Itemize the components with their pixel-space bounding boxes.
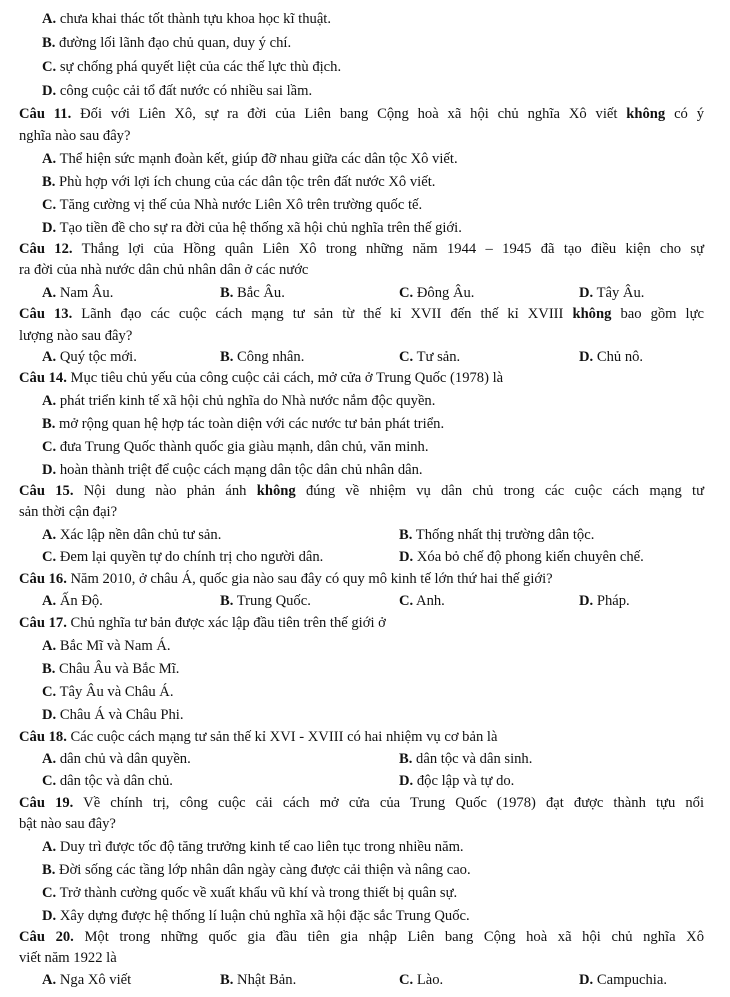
prev-option-c: C. sự chống phá quyết liệt của các thế lực thù địch. bbox=[42, 59, 342, 75]
question-12-stem-line2: ra đời của nhà nước dân chủ nhân dân ở các nước bbox=[19, 262, 309, 278]
question-20-option-a: A. Nga Xô viết bbox=[42, 972, 132, 988]
question-18-option-a: A. dân chủ và dân quyền. bbox=[42, 751, 191, 767]
question-15-option-b: B. Thống nhất thị trường dân tộc. bbox=[399, 527, 595, 543]
question-20-option-d: D. Campuchia. bbox=[579, 972, 667, 988]
question-15-options-row2 bbox=[42, 546, 704, 568]
question-11-stem: Câu 11. Đối với Liên Xô, sự ra đời của Liên bang Cộng hoà xã hội chủ nghĩa Xô viết không có ý bbox=[19, 106, 704, 122]
question-18-options-row1 bbox=[42, 748, 704, 770]
question-20-option-b: B. Nhật Bản. bbox=[220, 972, 297, 988]
question-15-stem-line2: sản thời cận đại? bbox=[19, 504, 118, 520]
question-17-option-a: A. Bắc Mĩ và Nam Á. bbox=[42, 638, 171, 654]
question-17-option-c: C. Tây Âu và Châu Á. bbox=[42, 684, 174, 700]
prev-option-b: B. đường lối lãnh đạo chủ quan, duy ý chí. bbox=[42, 35, 292, 51]
question-18-option-d: D. độc lập và tự do. bbox=[399, 773, 515, 789]
question-11-option-c: C. Tăng cường vị thế của Nhà nước Liên Xô trên trường quốc tế. bbox=[42, 197, 423, 213]
question-11-option-a: A. Thể hiện sức mạnh đoàn kết, giúp đỡ nhau giữa các dân tộc Xô viết. bbox=[42, 151, 458, 167]
prev-option-a: A. chưa khai thác tốt thành tựu khoa học kĩ thuật. bbox=[42, 11, 331, 27]
prev-option-d: D. công cuộc cải tổ đất nước có nhiều sai lầm. bbox=[42, 83, 313, 99]
question-16-option-a: A. Ấn Độ. bbox=[42, 593, 103, 609]
question-15-option-c: C. Đem lại quyền tự do chính trị cho người dân. bbox=[42, 549, 324, 565]
question-12-option-d: D. Tây Âu. bbox=[579, 285, 645, 301]
question-12-options bbox=[42, 282, 704, 304]
question-13-options bbox=[42, 346, 704, 368]
question-17-option-b: B. Châu Âu và Bắc Mĩ. bbox=[42, 661, 180, 677]
question-16-option-c: C. Anh. bbox=[399, 593, 445, 609]
question-16-options bbox=[42, 590, 704, 612]
question-13-option-d: D. Chủ nô. bbox=[579, 349, 644, 365]
question-16-stem: Câu 16. Năm 2010, ở châu Á, quốc gia nào sau đây có quy mô kinh tế lớn thứ hai thế giới? bbox=[19, 571, 553, 587]
question-17-stem: Câu 17. Chủ nghĩa tư bản được xác lập đầu tiên trên thế giới ở bbox=[19, 615, 386, 631]
question-13-option-a: A. Quý tộc mới. bbox=[42, 349, 137, 365]
question-13-option-b: B. Công nhân. bbox=[220, 349, 305, 365]
question-15-stem: Câu 15. Nội dung nào phản ánh không đúng về nhiệm vụ dân chủ trong các cuộc cách mạng tư bbox=[19, 483, 705, 499]
question-20-options bbox=[42, 969, 704, 991]
question-11-stem-line2: nghĩa nào sau đây? bbox=[19, 128, 131, 144]
question-19-option-d: D. Xây dựng được hệ thống lí luận chủ nghĩa xã hội đặc sắc Trung Quốc. bbox=[42, 908, 470, 924]
question-13-option-c: C. Tư sản. bbox=[399, 349, 461, 365]
question-14-option-a: A. phát triển kinh tế xã hội chủ nghĩa do Nhà nước nắm độc quyền. bbox=[42, 393, 436, 409]
question-20-stem-line2: viết năm 1922 là bbox=[19, 950, 117, 966]
question-13-stem: Câu 13. Lãnh đạo các cuộc cách mạng tư sản từ thế kỉ XVII đến thế kỉ XVIII không bao gồm lực bbox=[19, 306, 704, 322]
question-14-option-c: C. đưa Trung Quốc thành quốc gia giàu mạnh, dân chủ, văn minh. bbox=[42, 439, 429, 455]
question-12-stem: Câu 12. Thắng lợi của Hồng quân Liên Xô trong những năm 1944 – 1945 đã tạo điều kiện cho sự bbox=[19, 241, 705, 257]
question-11-option-b: B. Phù hợp với lợi ích chung của các dân tộc trên đất nước Xô viết. bbox=[42, 174, 436, 190]
question-11-option-d: D. Tạo tiền đề cho sự ra đời của hệ thống xã hội chủ nghĩa trên thế giới. bbox=[42, 220, 462, 236]
question-14-stem: Câu 14. Mục tiêu chủ yếu của công cuộc cải cách, mở cửa ở Trung Quốc (1978) là bbox=[19, 370, 504, 386]
question-18-options-row2 bbox=[42, 770, 704, 792]
question-16-option-b: B. Trung Quốc. bbox=[220, 593, 311, 609]
question-12-option-c: C. Đông Âu. bbox=[399, 285, 475, 301]
question-19-option-a: A. Duy trì được tốc độ tăng trưởng kinh tế cao liên tục trong nhiều năm. bbox=[42, 839, 464, 855]
question-19-stem: Câu 19. Về chính trị, công cuộc cải cách mở cửa của Trung Quốc (1978) đạt được thành tựu nổi bbox=[19, 795, 705, 811]
question-20-option-c: C. Lào. bbox=[399, 972, 444, 988]
question-15-option-a: A. Xác lập nền dân chủ tư sản. bbox=[42, 527, 222, 543]
question-20-stem: Câu 20. Một trong những quốc gia đầu tiên gia nhập Liên bang Cộng hoà xã hội chủ nghĩa Xô bbox=[19, 929, 704, 945]
question-12-option-a: A. Nam Âu. bbox=[42, 285, 114, 301]
question-16-option-d: D. Pháp. bbox=[579, 593, 630, 609]
question-12-option-b: B. Bắc Âu. bbox=[220, 285, 285, 301]
question-14-option-d: D. hoàn thành triệt để cuộc cách mạng dân tộc dân chủ nhân dân. bbox=[42, 462, 423, 478]
question-17-option-d: D. Châu Á và Châu Phi. bbox=[42, 707, 184, 723]
question-13-stem-line2: lượng nào sau đây? bbox=[19, 328, 133, 344]
question-19-stem-line2: bật nào sau đây? bbox=[19, 816, 116, 832]
question-18-stem: Câu 18. Các cuộc cách mạng tư sản thế kỉ XVI - XVIII có hai nhiệm vụ cơ bản là bbox=[19, 729, 498, 745]
question-18-option-c: C. dân tộc và dân chủ. bbox=[42, 773, 173, 789]
question-19-option-c: C. Trở thành cường quốc về xuất khẩu vũ khí và trong thiết bị quân sự. bbox=[42, 885, 458, 901]
question-15-option-d: D. Xóa bỏ chế độ phong kiến chuyên chế. bbox=[399, 549, 644, 565]
question-19-option-b: B. Đời sống các tầng lớp nhân dân ngày càng được cải thiện và nâng cao. bbox=[42, 862, 471, 878]
question-15-options-row1 bbox=[42, 524, 704, 546]
question-14-option-b: B. mở rộng quan hệ hợp tác toàn diện với các nước tư bản phát triển. bbox=[42, 416, 445, 432]
question-18-option-b: B. dân tộc và dân sinh. bbox=[399, 751, 533, 767]
